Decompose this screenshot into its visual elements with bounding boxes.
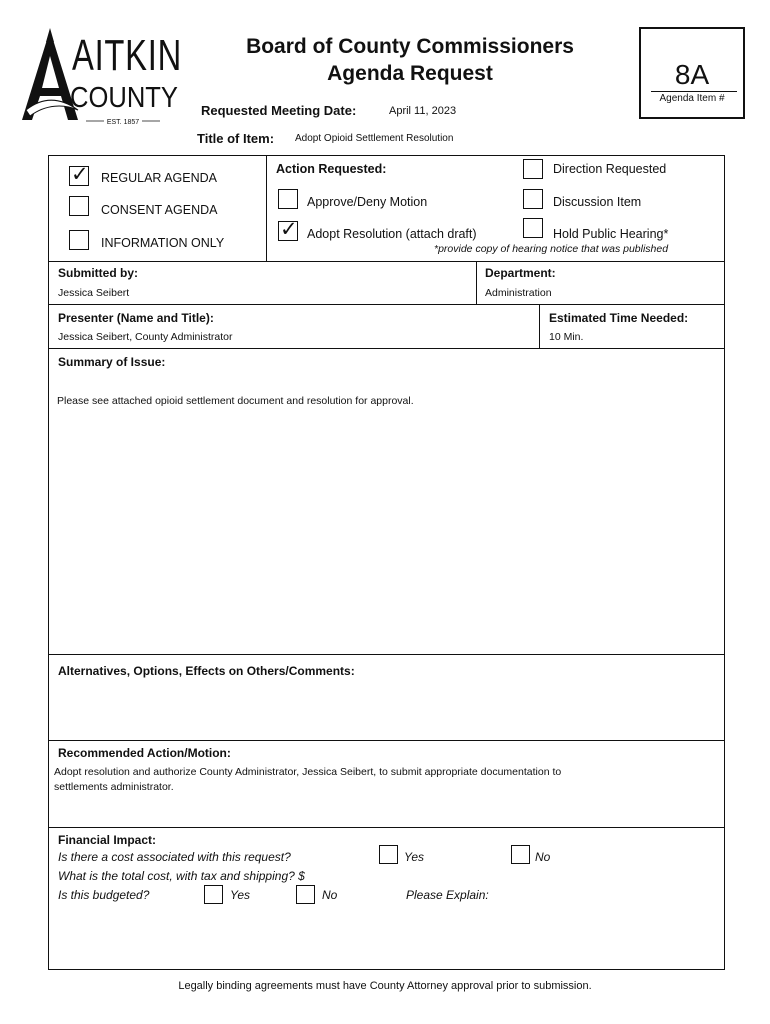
item-title-value: Adopt Opioid Settlement Resolution	[295, 133, 454, 144]
hearing-notice-note: *provide copy of hearing notice that was published	[434, 243, 669, 255]
cost-no-checkbox[interactable]	[511, 845, 530, 864]
regular-agenda-label: REGULAR AGENDA	[101, 171, 218, 185]
summary-label: Summary of Issue:	[58, 355, 166, 369]
meeting-date-label: Requested Meeting Date:	[201, 103, 357, 118]
cost-no-label: No	[535, 850, 551, 864]
submitted-by-value: Jessica Seibert	[58, 287, 130, 299]
approve-deny-motion-label: Approve/Deny Motion	[307, 195, 428, 209]
presenter-label: Presenter (Name and Title):	[58, 311, 214, 325]
consent-agenda-label: CONSENT AGENDA	[101, 203, 218, 217]
item-title-label: Title of Item:	[197, 131, 275, 146]
please-explain-label: Please Explain:	[406, 888, 489, 902]
budgeted-question: Is this budgeted?	[58, 888, 150, 902]
total-cost-question: What is the total cost, with tax and shipping? $	[58, 869, 305, 883]
budgeted-yes-checkbox[interactable]	[204, 885, 223, 904]
budgeted-no-label: No	[322, 888, 338, 902]
approve-deny-motion-checkbox[interactable]	[278, 189, 298, 209]
financial-impact-label: Financial Impact:	[58, 833, 157, 847]
agenda-item-underline	[651, 91, 737, 92]
column-divider	[266, 156, 267, 261]
agenda-item-caption: Agenda Item #	[659, 93, 725, 104]
row-divider	[49, 261, 724, 262]
footer-note: Legally binding agreements must have County Attorney approval prior to submission.	[178, 980, 592, 992]
consent-agenda-checkbox[interactable]	[69, 196, 89, 216]
presenter-value: Jessica Seibert, County Administrator	[58, 331, 233, 343]
time-needed-value: 10 Min.	[549, 331, 584, 343]
cost-yes-checkbox[interactable]	[379, 845, 398, 864]
direction-requested-checkbox[interactable]	[523, 159, 543, 179]
cost-question: Is there a cost associated with this request?	[58, 850, 291, 864]
logo-bottom-word: COUNTY	[70, 82, 178, 114]
direction-requested-label: Direction Requested	[553, 162, 667, 176]
page-title-line2: Agenda Request	[327, 62, 493, 85]
regular-agenda-checkbox[interactable]	[69, 162, 89, 186]
logo-top-word: AITKIN	[72, 31, 182, 80]
logo-established: EST. 1857	[106, 119, 140, 126]
hold-public-hearing-label: Hold Public Hearing*	[553, 227, 669, 241]
checkmark-icon: ✓	[71, 162, 89, 186]
information-only-checkbox[interactable]	[69, 230, 89, 250]
checkmark-icon: ✓	[280, 217, 298, 241]
row-divider	[49, 740, 724, 741]
aitkin-county-logo-graphic	[20, 24, 185, 128]
column-divider	[476, 261, 477, 304]
row-divider	[49, 304, 724, 305]
alternatives-label: Alternatives, Options, Effects on Others/Comments:	[58, 664, 355, 678]
discussion-item-checkbox[interactable]	[523, 189, 543, 209]
recommended-action-label: Recommended Action/Motion:	[58, 746, 231, 760]
action-requested-heading: Action Requested:	[276, 162, 387, 176]
row-divider	[49, 348, 724, 349]
department-label: Department:	[485, 266, 556, 280]
agenda-item-number: 8A	[674, 59, 710, 90]
submitted-by-label: Submitted by:	[58, 266, 138, 280]
row-divider	[49, 654, 724, 655]
discussion-item-label: Discussion Item	[553, 195, 642, 209]
recommended-action-line1: Adopt resolution and authorize County Administrator, Jessica Seibert, to submit appropriate documentation to	[54, 766, 562, 778]
meeting-date-value: April 11, 2023	[389, 105, 457, 117]
county-logo	[20, 24, 185, 128]
agenda-request-form	[48, 155, 725, 970]
recommended-action-line2: settlements administrator.	[54, 781, 174, 793]
budgeted-no-checkbox[interactable]	[296, 885, 315, 904]
budgeted-yes-label: Yes	[230, 888, 251, 902]
time-needed-label: Estimated Time Needed:	[549, 311, 689, 325]
page-title-line1: Board of County Commissioners	[246, 35, 574, 58]
adopt-resolution-checkbox[interactable]	[278, 217, 298, 241]
column-divider	[539, 304, 540, 348]
information-only-label: INFORMATION ONLY	[101, 236, 225, 250]
adopt-resolution-label: Adopt Resolution (attach draft)	[307, 227, 477, 241]
hold-public-hearing-checkbox[interactable]	[523, 218, 543, 238]
cost-yes-label: Yes	[404, 850, 425, 864]
department-value: Administration	[485, 287, 552, 299]
summary-text: Please see attached opioid settlement document and resolution for approval.	[57, 395, 414, 407]
agenda-item-box	[639, 27, 745, 119]
row-divider	[49, 827, 724, 828]
